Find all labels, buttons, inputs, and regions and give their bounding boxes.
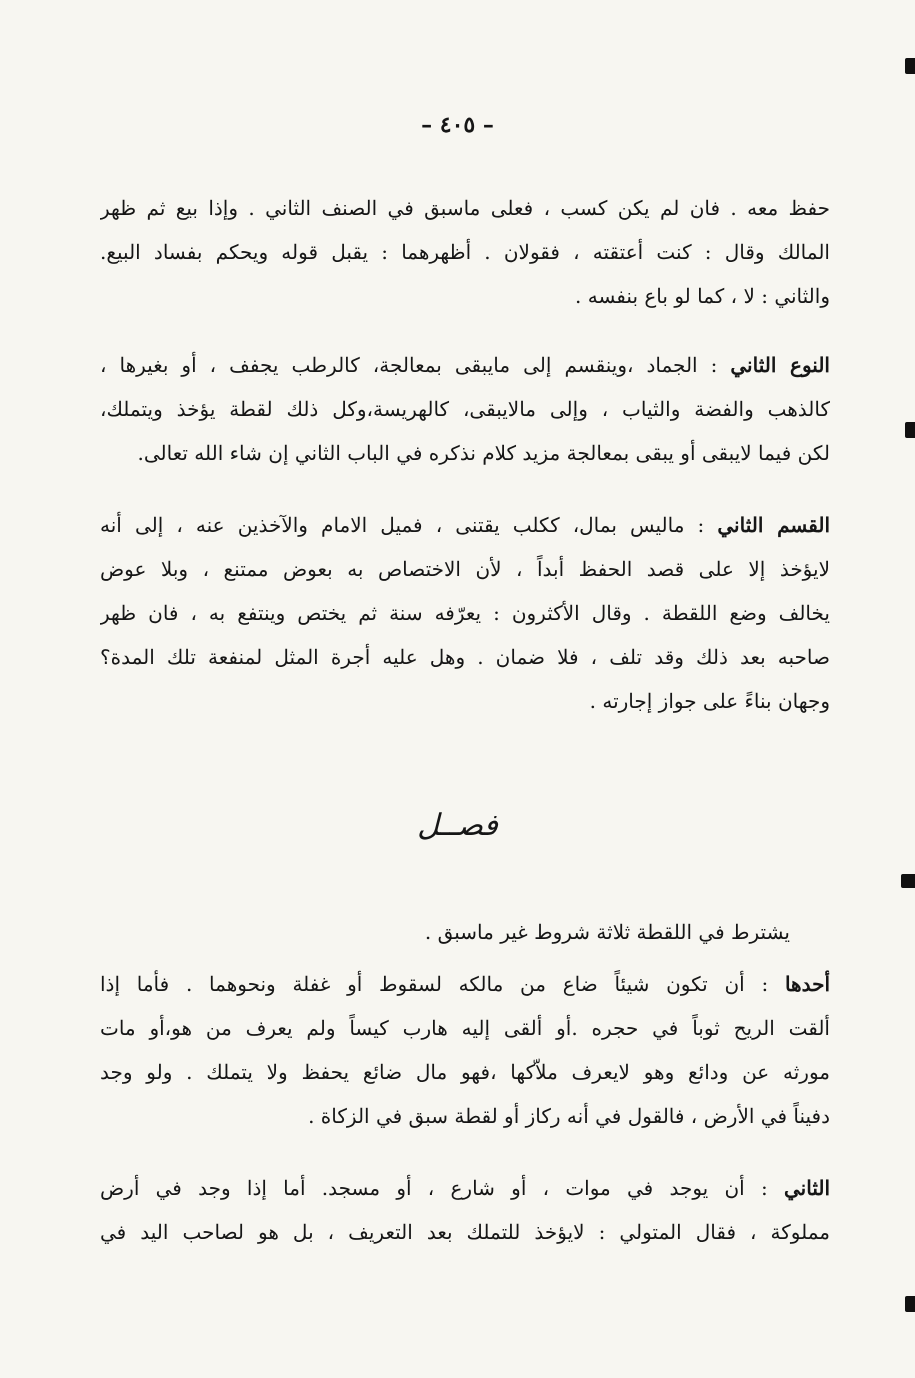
text-line: كالذهب والفضة والثياب ، وإلى مالايبقى، كالهريسة،وكل ذلك لقطة يؤخذ ويتملك، <box>100 397 830 421</box>
text-line: يخالف وضع اللقطة . وقال الأكثرون : يعرّفه سنة ثم يختص وينتفع به ، فان ظهر <box>100 601 830 625</box>
scan-edge-mark <box>901 874 915 888</box>
text-line: حفظ معه . فان لم يكن كسب ، فعلى ماسبق في الصنف الثاني . وإذا بيع ثم ظهر <box>100 196 830 220</box>
text-line: لايؤخذ إلا على قصد الحفظ أبداً ، لأن الاختصاص به بعوض ممتنع ، وبلا عوض <box>100 557 830 581</box>
paragraph-5 <box>100 962 830 1138</box>
text-line <box>100 1166 830 1210</box>
text-run: : ماليس بمال، ككلب يقتنى ، فميل الامام والآخذين عنه ، إلى أنه <box>100 513 718 537</box>
paragraph-4 <box>100 910 830 954</box>
scan-edge-mark <box>905 1296 915 1312</box>
text-line <box>100 503 830 547</box>
text-line: صاحبه بعد ذلك وقد تلف ، فلا ضمان . وهل عليه أجرة المثل لمنفعة تلك المدة؟ <box>100 645 830 669</box>
text-run: : أن تكون شيئاً ضاع من مالكه لسقوط أو غفلة ونحوهما . فأما إذا <box>100 972 785 996</box>
text-line: دفيناً في الأرض ، فالقول في أنه ركاز أو لقطة سبق في الزكاة . <box>308 1104 830 1128</box>
paragraph-heading: أحدها <box>784 972 830 996</box>
section-title: فصــل <box>417 808 498 843</box>
paragraph-2 <box>100 343 830 475</box>
paragraph-1 <box>100 186 830 318</box>
text-line <box>100 343 830 387</box>
text-run: : الجماد ،وينقسم إلى مايبقى بمعالجة، كالرطب يجفف ، أو بغيرها ، <box>100 353 731 377</box>
text-line <box>100 962 830 1006</box>
scan-edge-mark <box>905 58 915 74</box>
paragraph-6 <box>100 1166 830 1254</box>
text-line: وجهان بناءً على جواز إجارته . <box>589 689 830 713</box>
paragraph-3 <box>100 503 830 723</box>
text-line: مورثه عن ودائع وهو لايعرف ملاّكها ،فهو مال ضائع يحفظ ولا يتملك . ولو وجد <box>100 1060 830 1084</box>
paragraph-heading: النوع الثاني <box>730 353 830 377</box>
text-line: والثاني : لا ، كما لو باع بنفسه . <box>575 284 830 308</box>
text-line: ألقت الريح ثوباً في حجره .أو ألقى إليه هارب كيساً ولم يعرف من هو،أو مات <box>100 1016 830 1040</box>
scan-edge-mark <box>905 422 915 438</box>
text-line: المالك وقال : كنت أعتقته ، فقولان . أظهرهما : يقبل قوله ويحكم بفساد البيع. <box>100 240 830 264</box>
text-run: : أن يوجد في موات ، أو شارع ، أو مسجد. أما إذا وجد في أرض <box>100 1176 784 1200</box>
text-line: يشترط في اللقطة ثلاثة شروط غير ماسبق . <box>424 920 790 944</box>
paragraph-heading: الثاني <box>783 1176 830 1200</box>
text-line: مملوكة ، فقال المتولي : لايؤخذ للتملك بعد التعريف ، بل هو لصاحب اليد في <box>100 1220 830 1244</box>
paragraph-heading: القسم الثاني <box>717 513 830 537</box>
page-number: – ٤٠٥ – <box>421 112 494 138</box>
text-line: لكن فيما لايبقى أو يبقى بمعالجة مزيد كلام نذكره في الباب الثاني إن شاء الله تعالى. <box>137 441 830 465</box>
